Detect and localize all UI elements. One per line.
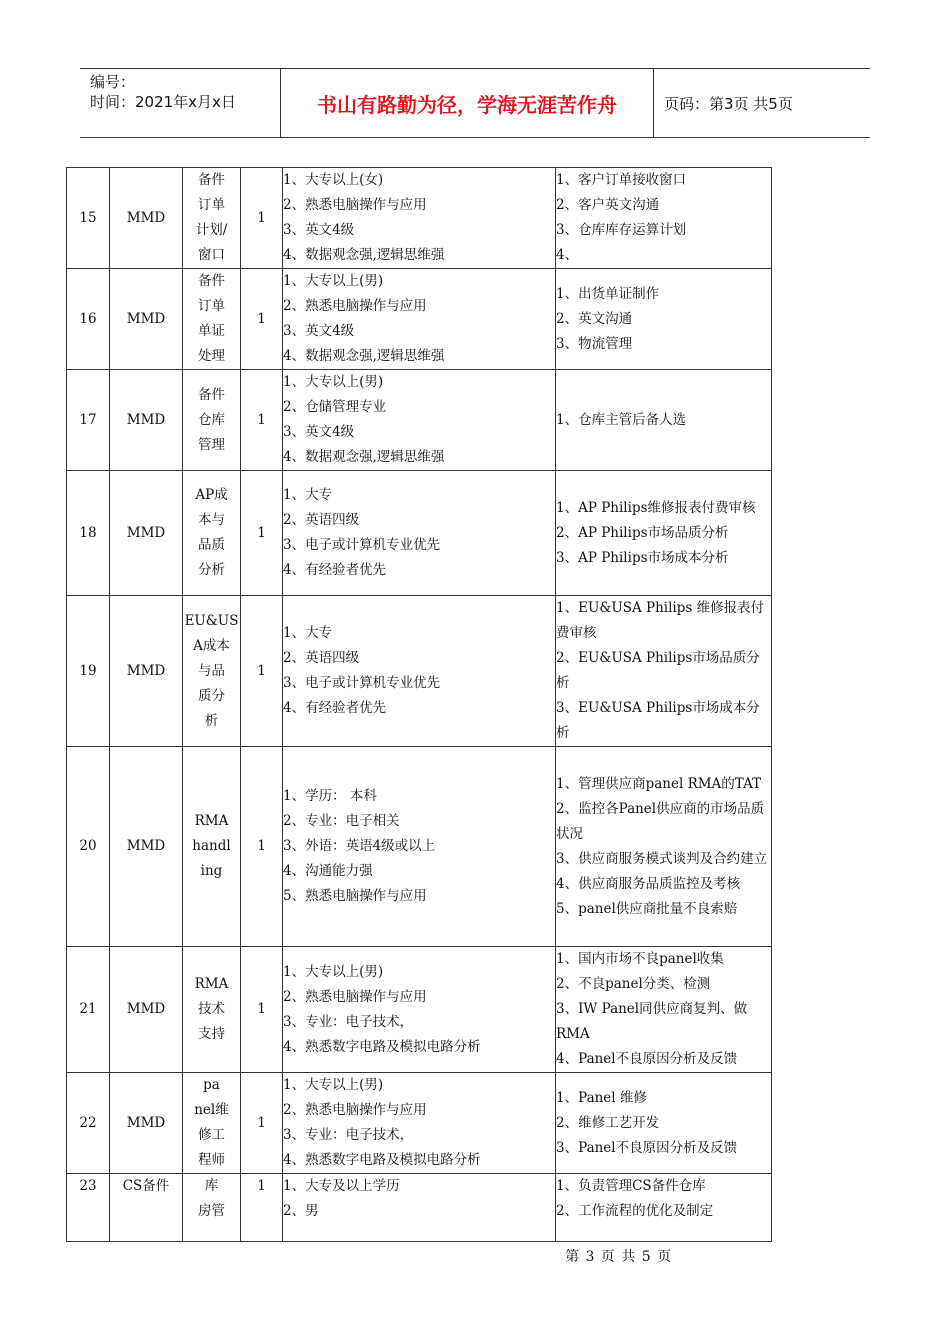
requirement-item: 2、仓储管理专业	[283, 399, 387, 415]
duty-item: 2、AP Philips市场品质分析	[556, 524, 729, 541]
position-line: handl	[192, 838, 231, 854]
row-number: 17	[67, 370, 110, 471]
row-duties	[556, 1073, 772, 1174]
position-line: EU&US	[184, 612, 239, 629]
requirement-item: 1、大专	[283, 625, 333, 641]
row-position	[183, 269, 241, 370]
row-requirements	[283, 947, 556, 1073]
row-quantity: 1	[241, 596, 283, 747]
position-line: AP成	[195, 487, 228, 503]
row-requirements	[283, 1073, 556, 1174]
row-requirements	[283, 747, 556, 947]
requirement-item: 2、熟悉电脑操作与应用	[283, 988, 427, 1005]
duty-item: 1、国内市场不良panel收集	[556, 951, 724, 967]
position-line: 备件	[198, 273, 225, 289]
requirement-item: 4、熟悉数字电路及模拟电路分析	[283, 1152, 481, 1168]
requirement-item: 1、大专及以上学历	[283, 1178, 400, 1194]
duty-item: 3、仓库库存运算计划	[556, 222, 687, 238]
position-line: RMA	[194, 813, 229, 829]
row-duties	[556, 168, 772, 269]
position-line: 程师	[198, 1152, 225, 1168]
requirement-item: 2、熟悉电脑操作与应用	[283, 1102, 427, 1118]
position-line: 备件	[198, 172, 225, 188]
row-department: MMD	[110, 168, 183, 269]
duty-item: 2、英文沟通	[556, 310, 633, 327]
table-row	[67, 168, 772, 269]
table-row	[67, 370, 772, 471]
row-position	[183, 747, 241, 947]
duty-item: 3、AP Philips市场成本分析	[556, 549, 729, 566]
header-page-label: 页码：第3页 共5页	[664, 94, 793, 113]
row-number: 22	[67, 1073, 110, 1174]
row-number: 19	[67, 596, 110, 747]
table-row	[67, 1174, 772, 1242]
row-number: 23	[67, 1174, 110, 1242]
row-number: 16	[67, 269, 110, 370]
table-row	[67, 596, 772, 747]
position-line: 订单	[198, 197, 225, 213]
position-line: A成本	[193, 637, 230, 654]
row-requirements	[283, 596, 556, 747]
duty-item: 1、Panel 维修	[556, 1089, 647, 1106]
row-quantity: 1	[241, 471, 283, 596]
duty-item: 1、仓库主管后备人选	[556, 411, 687, 428]
duty-item: 2、EU&USA Philips市场品质分析	[556, 650, 760, 691]
position-line: ing	[200, 863, 223, 879]
row-department: MMD	[110, 947, 183, 1073]
row-number: 15	[67, 168, 110, 269]
position-line: 质分	[198, 687, 225, 704]
requirement-item: 1、大专以上(男)	[283, 273, 384, 289]
requirement-item: 1、大专	[283, 487, 333, 503]
row-duties	[556, 596, 772, 747]
requirement-item: 2、英语四级	[283, 512, 360, 528]
duty-item: 1、出货单证制作	[556, 285, 660, 302]
requirement-item: 4、有经验者优先	[283, 700, 387, 716]
number-label: 编号：	[90, 73, 136, 91]
row-requirements	[283, 471, 556, 596]
requirement-item: 2、熟悉电脑操作与应用	[283, 197, 427, 213]
row-number: 18	[67, 471, 110, 596]
position-line: 处理	[198, 348, 225, 364]
row-duties	[556, 471, 772, 596]
duty-item: 1、EU&USA Philips 维修报表付费审核	[556, 600, 765, 641]
duty-item: 2、不良panel分类、检测	[556, 976, 711, 992]
duty-item: 2、客户英文沟通	[556, 197, 660, 213]
position-line: RMA	[194, 976, 229, 992]
duty-item: 5、panel供应商批量不良索赔	[556, 900, 738, 917]
position-line: 窗口	[198, 247, 225, 263]
duty-item: 1、负责管理CS备件仓库	[556, 1178, 706, 1194]
row-requirements	[283, 168, 556, 269]
position-line: 技术	[198, 1001, 225, 1017]
requirement-item: 3、电子或计算机专业优先	[283, 675, 441, 691]
position-line: pa	[203, 1077, 220, 1093]
duty-item: 4、供应商服务品质监控及考核	[556, 875, 741, 892]
row-requirements	[283, 1174, 556, 1242]
table-row	[67, 1073, 772, 1174]
header-info-cell	[80, 69, 281, 137]
table-row	[67, 747, 772, 947]
row-position	[183, 471, 241, 596]
requirement-item: 4、数据观念强,逻辑思维强	[283, 247, 445, 263]
position-line: 管理	[198, 436, 225, 453]
page-footer: 第 3 页 共 5 页	[565, 1249, 673, 1265]
table-row	[67, 471, 772, 596]
requirement-item: 3、专业：电子技术，	[283, 1127, 414, 1143]
position-line: 订单	[198, 298, 225, 314]
duty-item: 3、物流管理	[556, 335, 633, 352]
requirement-item: 3、电子或计算机专业优先	[283, 537, 441, 553]
position-line: 计划/	[195, 222, 228, 238]
duty-item: 2、工作流程的优化及制定	[556, 1203, 714, 1219]
requirement-item: 3、英文4级	[283, 323, 355, 339]
row-duties	[556, 269, 772, 370]
table-row	[67, 947, 772, 1073]
duty-item: 4、Panel不良原因分析及反馈	[556, 1051, 738, 1067]
row-quantity: 1	[241, 747, 283, 947]
requirement-item: 2、专业：电子相关	[283, 813, 400, 829]
duty-item: 3、EU&USA Philips市场成本分析	[556, 700, 760, 741]
requirement-item: 4、数据观念强,逻辑思维强	[283, 348, 445, 364]
position-line: nel维	[194, 1102, 229, 1118]
requirement-item: 1、大专以上(男)	[283, 963, 384, 980]
duty-item: 2、监控各Panel供应商的市场品质状况	[556, 800, 765, 842]
requirement-item: 2、英语四级	[283, 650, 360, 666]
requirement-item: 1、大专以上(女)	[283, 172, 384, 188]
row-department: MMD	[110, 1073, 183, 1174]
duty-item: 3、供应商服务模式谈判及合约建立	[556, 850, 768, 867]
requirement-item: 3、英文4级	[283, 424, 355, 440]
position-line: 本与	[198, 512, 225, 528]
page-header	[80, 68, 870, 138]
row-number: 21	[67, 947, 110, 1073]
position-line: 析	[204, 712, 219, 729]
row-duties	[556, 370, 772, 471]
duty-item: 1、客户订单接收窗口	[556, 172, 687, 188]
duty-item: 1、AP Philips维修报表付费审核	[556, 499, 756, 516]
position-line: 品质	[198, 537, 225, 553]
row-quantity: 1	[241, 947, 283, 1073]
requirement-item: 3、外语：英语4级或以上	[283, 838, 436, 854]
position-line: 支持	[198, 1026, 225, 1042]
row-department: MMD	[110, 370, 183, 471]
position-line: 库	[204, 1178, 219, 1194]
date-label: 时间：2021年x月x日	[90, 93, 236, 111]
row-number: 20	[67, 747, 110, 947]
row-position	[183, 1073, 241, 1174]
header-motto: 书山有路勤为径，学海无涯苦作舟	[281, 69, 654, 137]
row-requirements	[283, 370, 556, 471]
duty-item: 3、Panel不良原因分析及反馈	[556, 1139, 738, 1156]
row-position	[183, 1174, 241, 1242]
row-quantity: 1	[241, 269, 283, 370]
row-quantity: 1	[241, 1073, 283, 1174]
row-requirements	[283, 269, 556, 370]
row-department: MMD	[110, 596, 183, 747]
requirement-item: 4、有经验者优先	[283, 562, 387, 578]
row-duties	[556, 1174, 772, 1242]
position-line: 单证	[198, 323, 225, 339]
requirement-item: 4、沟通能力强	[283, 863, 373, 879]
row-duties	[556, 747, 772, 947]
duty-item: 4、	[556, 247, 579, 263]
requirement-item: 1、学历： 本科	[283, 788, 377, 804]
row-position	[183, 168, 241, 269]
row-duties	[556, 947, 772, 1073]
requirement-item: 5、熟悉电脑操作与应用	[283, 888, 427, 904]
requirement-item: 2、熟悉电脑操作与应用	[283, 298, 427, 314]
position-line: 备件	[198, 386, 225, 403]
duty-item: 3、IW Panel同供应商复判、做RMA	[556, 1001, 748, 1042]
requirement-item: 3、英文4级	[283, 222, 355, 238]
position-line: 分析	[198, 562, 225, 578]
row-position	[183, 947, 241, 1073]
position-line: 房管	[198, 1203, 225, 1219]
row-department: MMD	[110, 471, 183, 596]
positions-table	[66, 167, 772, 1242]
row-department: CS备件	[110, 1174, 183, 1242]
requirement-item: 4、数据观念强,逻辑思维强	[283, 449, 445, 465]
row-position	[183, 370, 241, 471]
row-quantity: 1	[241, 168, 283, 269]
row-department: MMD	[110, 747, 183, 947]
duty-item: 1、管理供应商panel RMA的TAT	[556, 775, 762, 792]
position-line: 仓库	[198, 411, 225, 428]
requirement-item: 3、专业：电子技术，	[283, 1013, 414, 1030]
row-department: MMD	[110, 269, 183, 370]
requirement-item: 1、大专以上(男)	[283, 1077, 384, 1093]
position-line: 修工	[198, 1127, 225, 1143]
row-quantity: 1	[241, 1174, 283, 1242]
requirement-item: 2、男	[283, 1203, 319, 1219]
duty-item: 2、维修工艺开发	[556, 1114, 660, 1131]
requirement-item: 4、熟悉数字电路及模拟电路分析	[283, 1038, 481, 1055]
row-position	[183, 596, 241, 747]
row-quantity: 1	[241, 370, 283, 471]
table-row	[67, 269, 772, 370]
requirement-item: 1、大专以上(男)	[283, 374, 384, 390]
position-line: 与品	[198, 662, 225, 679]
